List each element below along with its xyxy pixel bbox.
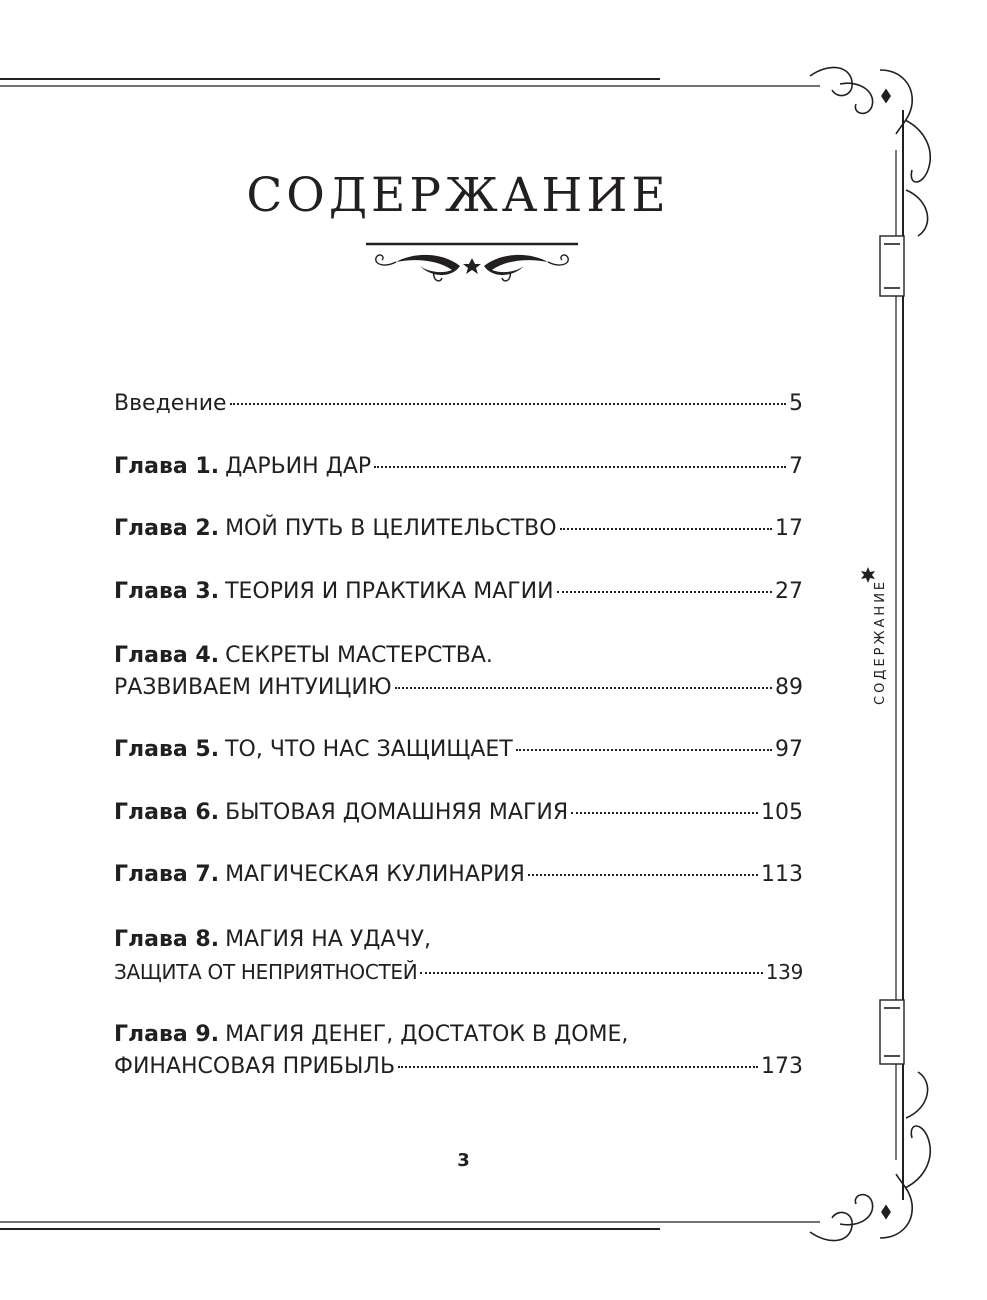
chapter-label: Глава 8.: [114, 927, 220, 952]
page-title: СОДЕРЖАНИЕ: [246, 168, 670, 223]
chapter-title: ЗАЩИТА ОТ НЕПРИЯТНОСТЕЙ: [114, 960, 418, 984]
toc-line: [114, 451, 803, 483]
toc-line: [114, 797, 803, 829]
toc-entry[interactable]: [114, 513, 803, 545]
page-number: 3: [457, 1150, 470, 1171]
toc-entry[interactable]: [114, 1019, 803, 1083]
chapter-title: ДАРЬИН ДАР: [225, 454, 372, 479]
page-ref: 5: [789, 391, 803, 416]
chapter-label: Глава 1.: [114, 454, 220, 479]
chapter-title: СЕКРЕТЫ МАСТЕРСТВА.: [225, 643, 493, 668]
chapter-title: РАЗВИВАЕМ ИНТУИЦИЮ: [114, 675, 392, 700]
page-ref: 173: [761, 1054, 803, 1079]
toc-line: [114, 672, 803, 704]
toc-line: [114, 388, 803, 420]
toc-line: [114, 640, 803, 672]
chapter-title: БЫТОВАЯ ДОМАШНЯЯ МАГИЯ: [225, 800, 569, 825]
toc-line: [114, 1051, 803, 1083]
page-ref: 89: [775, 675, 803, 700]
chapter-title: ТЕОРИЯ И ПРАКТИКА МАГИИ: [225, 579, 554, 604]
page-ref: 27: [775, 579, 803, 604]
chapter-label: Глава 3.: [114, 579, 220, 604]
chapter-label: Глава 2.: [114, 516, 220, 541]
chapter-title: МАГИЯ НА УДАЧУ,: [225, 927, 431, 952]
toc-line: [114, 1019, 803, 1051]
dot-leader: [374, 466, 786, 468]
toc-entry[interactable]: [114, 451, 803, 483]
chapter-title: ТО, ЧТО НАС ЗАЩИЩАЕТ: [225, 737, 513, 762]
running-header: СОДЕРЖАНИЕ: [873, 578, 888, 705]
toc-line: [114, 734, 803, 766]
page-ref: 7: [789, 454, 803, 479]
toc-entry[interactable]: [114, 797, 803, 829]
chapter-title: МАГИЧЕСКАЯ КУЛИНАРИЯ: [225, 862, 525, 887]
toc-entry[interactable]: [114, 734, 803, 766]
dot-leader: [230, 403, 786, 405]
dot-leader: [560, 528, 772, 530]
toc-line: [114, 576, 803, 608]
chapter-label: Глава 5.: [114, 737, 220, 762]
dot-leader: [557, 591, 772, 593]
toc-entry[interactable]: [114, 388, 803, 420]
toc-entry[interactable]: [114, 859, 803, 891]
toc-line: [114, 956, 803, 988]
dot-leader: [420, 972, 762, 974]
chapter-title: МОЙ ПУТЬ В ЦЕЛИТЕЛЬСТВО: [225, 516, 557, 541]
dot-leader: [571, 812, 758, 814]
chapter-label: Глава 7.: [114, 862, 220, 887]
chapter-title: Введение: [114, 391, 227, 416]
chapter-label: Глава 6.: [114, 800, 220, 825]
toc-line: [114, 513, 803, 545]
toc-line: [114, 859, 803, 891]
dot-leader: [398, 1066, 758, 1068]
toc-entry[interactable]: [114, 640, 803, 704]
chapter-title: ФИНАНСОВАЯ ПРИБЫЛЬ: [114, 1054, 396, 1079]
page-ref: 97: [775, 737, 803, 762]
page-ref: 105: [761, 800, 803, 825]
chapter-title: МАГИЯ ДЕНЕГ, ДОСТАТОК В ДОМЕ,: [225, 1022, 629, 1047]
dot-leader: [395, 687, 772, 689]
dot-leader: [528, 874, 758, 876]
page-ref: 113: [761, 862, 803, 887]
page-ref: 139: [765, 960, 803, 984]
chapter-label: Глава 4.: [114, 643, 220, 668]
toc-entry[interactable]: [114, 924, 803, 988]
page-ref: 17: [775, 516, 803, 541]
toc-line: [114, 924, 803, 956]
chapter-label: Глава 9.: [114, 1022, 220, 1047]
dot-leader: [516, 749, 772, 751]
toc-entry[interactable]: [114, 576, 803, 608]
